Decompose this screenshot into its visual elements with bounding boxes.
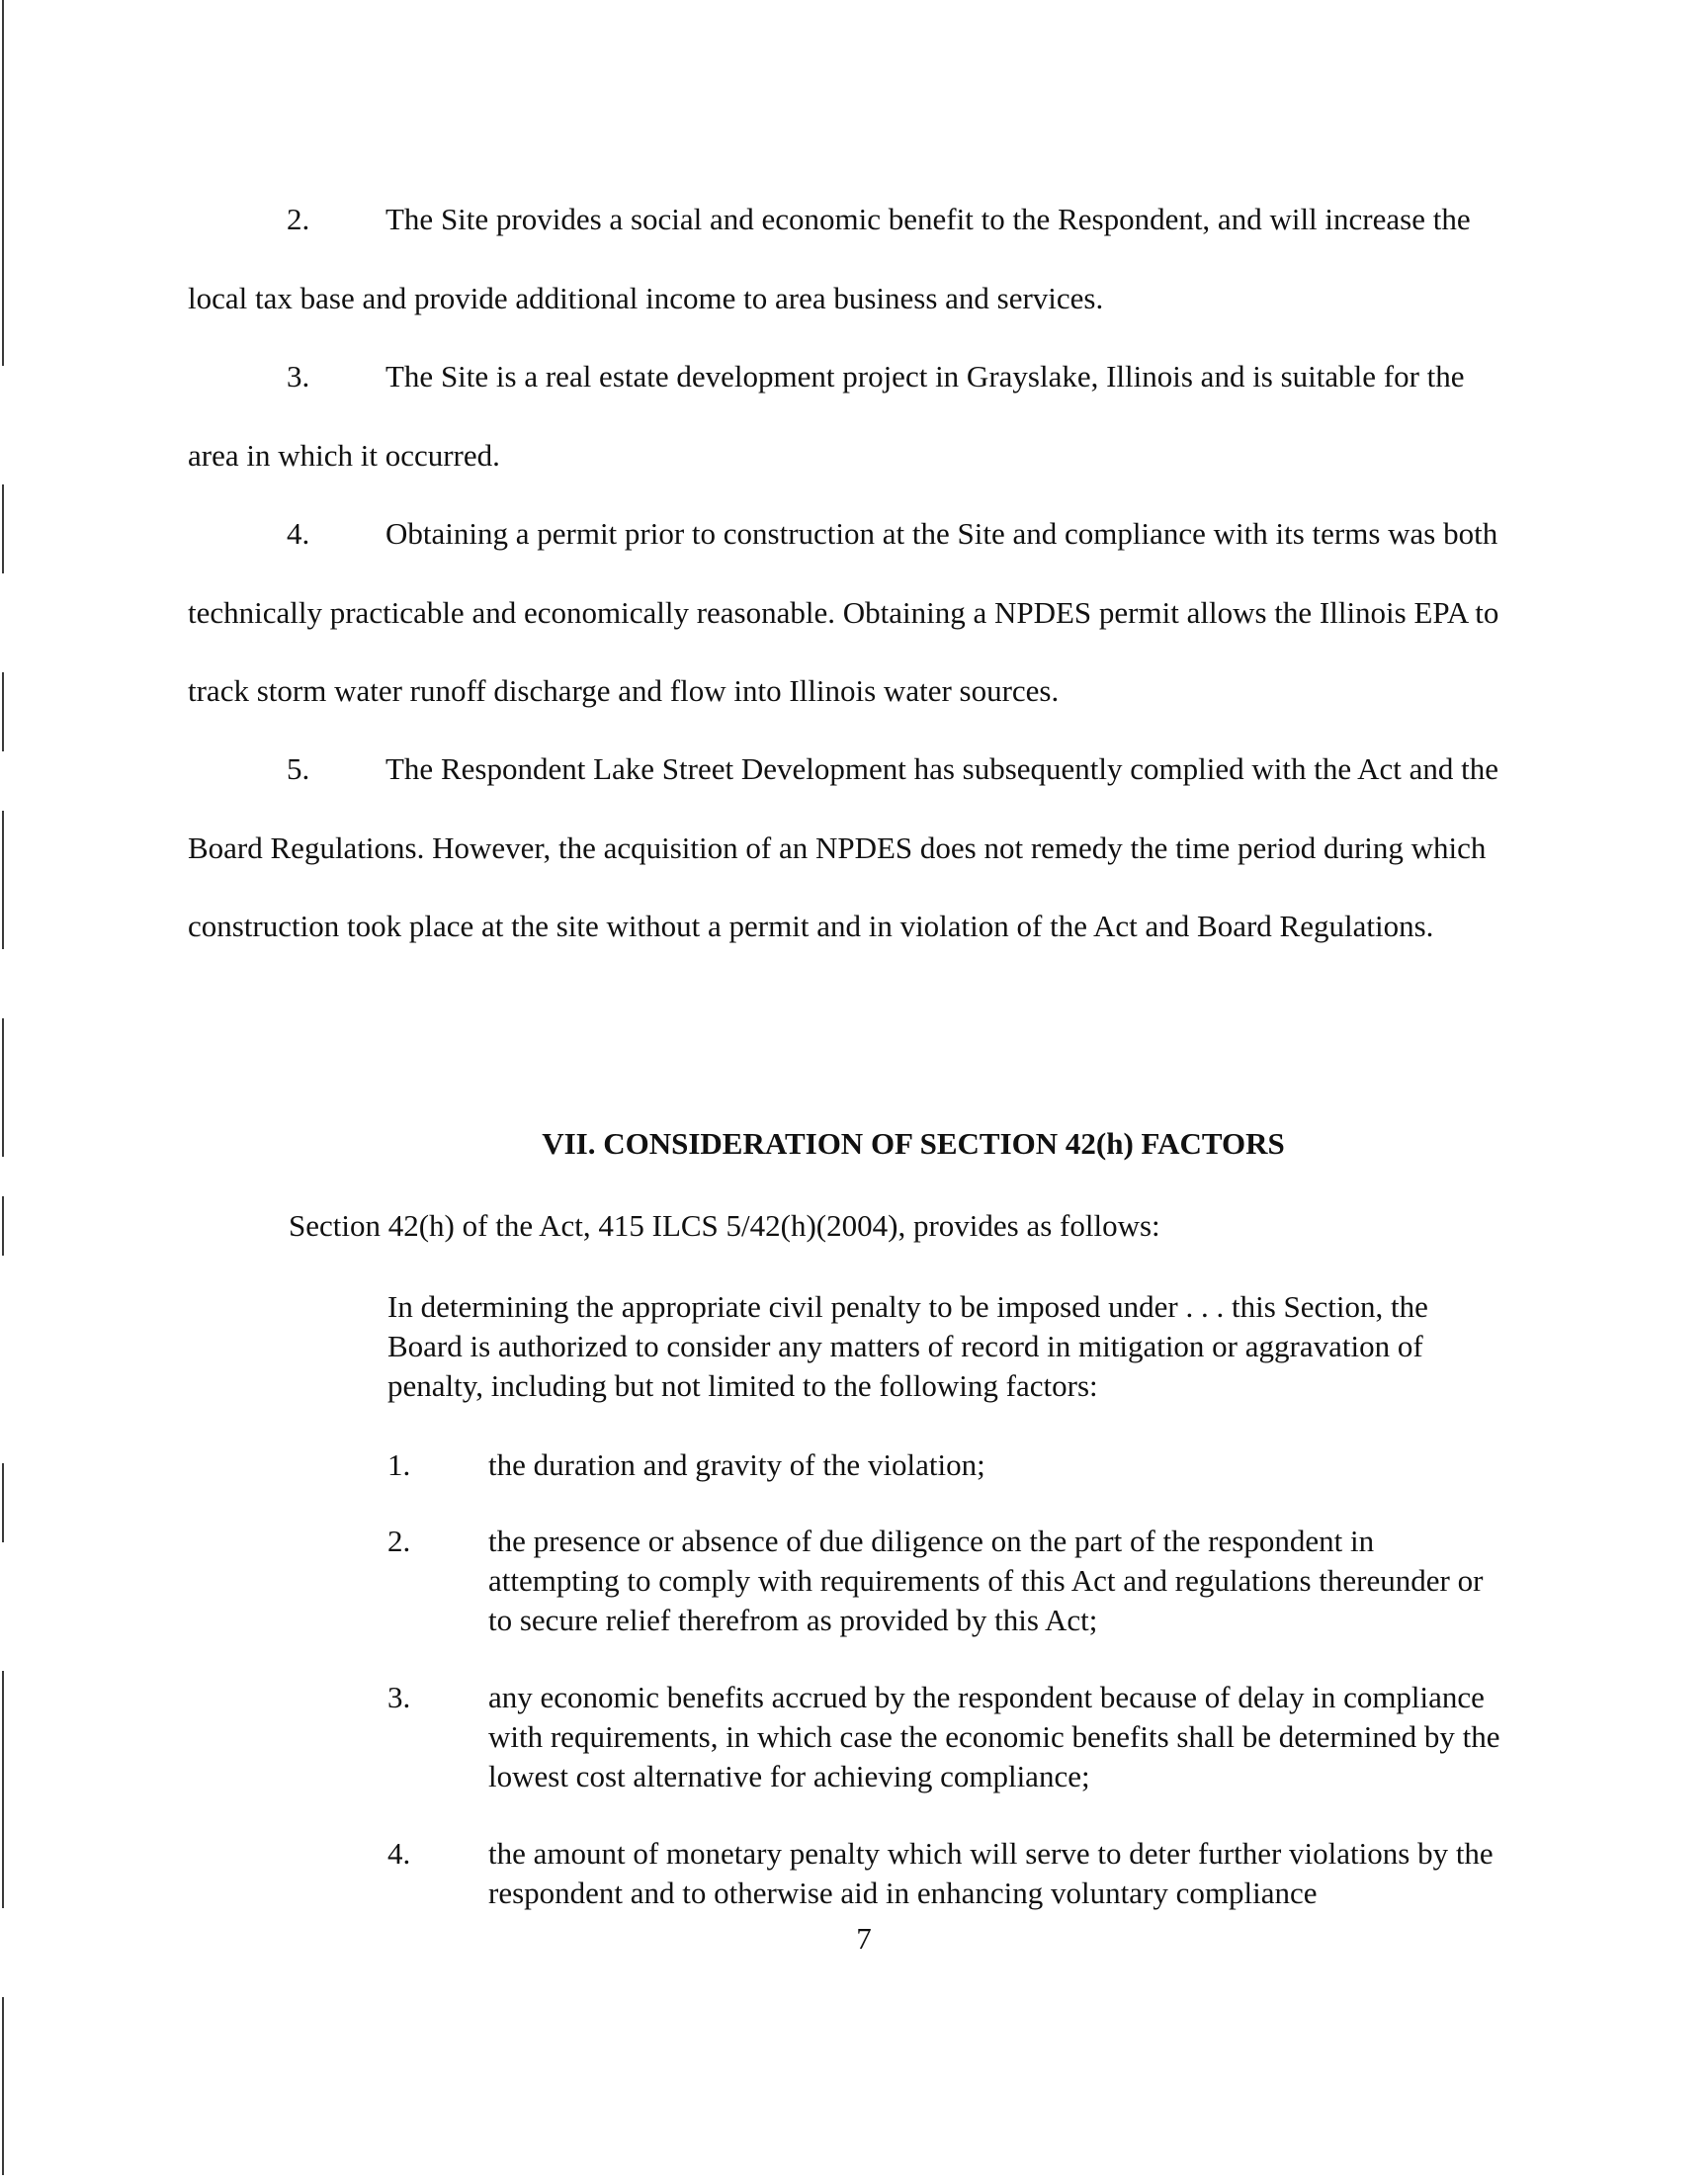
numbered-paragraph [188, 730, 1522, 966]
numbered-paragraph [188, 494, 1522, 731]
scan-edge-line [2, 811, 4, 949]
paragraph-text: Obtaining a permit prior to construction at the Site and compliance with its terms was both technically practicable and economically reasonable. Obtaining a NPDES permit allows the Illinois EPA to track storm water runoff discharge and flow into Illinois water sources. [188, 516, 1499, 708]
factor-number: 1. [387, 1447, 411, 1482]
numbered-paragraph [188, 337, 1522, 494]
factor-text: the duration and gravity of the violation; [488, 1447, 985, 1482]
paragraph-number: 3. [287, 359, 310, 393]
scan-edge-line [2, 1196, 4, 1256]
scan-edge-line [2, 484, 4, 573]
factor-item [387, 1445, 1504, 1485]
factor-item [387, 1678, 1504, 1796]
factor-number: 4. [387, 1836, 411, 1871]
paragraph-text: The Respondent Lake Street Development has subsequently complied with the Act and the Board Regulations. However, the acquisition of an NPDES does not remedy the time period during which construction took place at the site without a permit and in violation of the Act and Board Regulations. [188, 751, 1499, 943]
scan-edge-line [2, 1997, 4, 2175]
section-heading: VII. CONSIDERATION OF SECTION 42(h) FACTORS [542, 1126, 1285, 1161]
paragraph-number: 4. [287, 516, 310, 551]
factor-text: the amount of monetary penalty which will serve to deter further violations by the respondent and to otherwise aid in enhancing voluntary compliance [488, 1836, 1494, 1910]
paragraph-number: 5. [287, 751, 310, 786]
factor-text: any economic benefits accrued by the respondent because of delay in compliance with requirements, in which case the economic benefits shall be determined by the lowest cost alternative for achieving compliance; [488, 1680, 1500, 1793]
factor-item [387, 1522, 1504, 1640]
factor-item [387, 1834, 1504, 1913]
numbered-paragraph [188, 180, 1522, 337]
scan-edge-line [2, 1463, 4, 1542]
scan-edge-line [2, 672, 4, 751]
section-intro: Section 42(h) of the Act, 415 ILCS 5/42(h)(2004), provides as follows: [289, 1208, 1160, 1243]
paragraph-number: 2. [287, 202, 310, 236]
paragraph-text: The Site provides a social and economic benefit to the Respondent, and will increase the local tax base and provide additional income to area business and services. [188, 202, 1471, 315]
paragraph-text: The Site is a real estate development project in Grayslake, Illinois and is suitable for the area in which it occurred. [188, 359, 1465, 473]
factor-number: 2. [387, 1524, 411, 1558]
factor-text: the presence or absence of due diligence on the part of the respondent in attempting to comply with requirements of this Act and regulations thereunder or to secure relief therefrom as provided by this Act; [488, 1524, 1484, 1637]
scan-edge-line [2, 0, 4, 366]
statute-quote: In determining the appropriate civil penalty to be imposed under . . . this Section, the Board is authorized to consider any matters of record in mitigation or aggravation of penalty, including but not limited to the following factors: [387, 1289, 1428, 1403]
page-number: 7 [856, 1921, 872, 1956]
scan-edge-line [2, 1671, 4, 1908]
factor-number: 3. [387, 1680, 411, 1714]
